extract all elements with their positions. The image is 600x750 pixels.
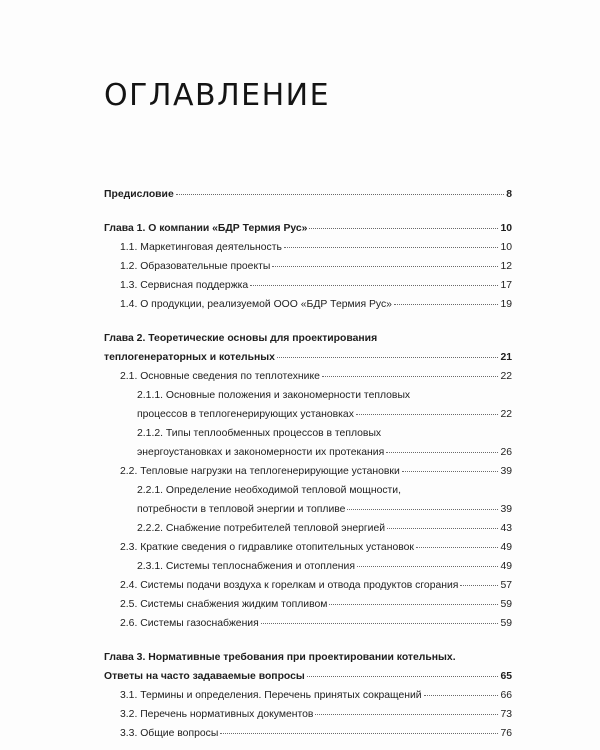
dot-leader (250, 284, 498, 286)
toc-entry-page: 57 (500, 580, 512, 591)
dot-leader (416, 546, 498, 548)
dot-leader (322, 375, 499, 377)
toc-entry-page: 49 (500, 542, 512, 553)
dot-leader (402, 470, 499, 472)
toc-entry-2-3-1[interactable] (104, 557, 512, 576)
toc-entry-title: 3.1. Термины и определения. Перечень принятых сокращений (120, 690, 422, 701)
toc-entry-2-1-2[interactable] (104, 424, 512, 462)
toc-entry-page: 39 (500, 504, 512, 515)
toc-entry-2-1[interactable] (104, 367, 512, 386)
toc-entry-2-3[interactable] (104, 538, 512, 557)
toc-entry-1-1[interactable] (104, 238, 512, 257)
toc-entry-3-2[interactable] (104, 705, 512, 724)
toc-entry-page: 17 (500, 280, 512, 291)
spacer (104, 204, 512, 219)
toc-entry-2-1-1[interactable] (104, 386, 512, 424)
dot-leader (277, 356, 499, 358)
toc-entry-page: 59 (500, 618, 512, 629)
toc-entry-chapter-2[interactable] (104, 329, 512, 367)
table-of-contents (104, 185, 512, 743)
dot-leader (460, 584, 498, 586)
dot-leader (261, 622, 499, 624)
toc-entry-page: 65 (500, 671, 512, 682)
toc-entry-title-line1: Глава 2. Теоретические основы для проектирования (104, 333, 378, 344)
dot-leader (176, 193, 504, 195)
toc-entry-chapter-1[interactable] (104, 219, 512, 238)
toc-entry-title-line1: Глава 3. Нормативные требования при проектировании котельных. (104, 652, 456, 663)
dot-leader (386, 451, 498, 453)
toc-entry-title: 2.1. Основные сведения по теплотехнике (120, 371, 320, 382)
toc-entry-title: 2.6. Системы газоснабжения (120, 618, 259, 629)
dot-leader (424, 694, 499, 696)
toc-entry-title-line1: 2.2.1. Определение необходимой тепловой мощности, (137, 485, 401, 496)
toc-entry-1-3[interactable] (104, 276, 512, 295)
toc-entry-title: 2.2.2. Снабжение потребителей тепловой энергией (137, 523, 386, 534)
toc-entry-page: 76 (500, 728, 512, 739)
toc-entry-title: потребности в тепловой энергии и топливе (137, 504, 346, 515)
toc-entry-2-4[interactable] (104, 576, 512, 595)
page-heading: ОГЛАВЛЕНИЕ (104, 78, 331, 113)
toc-entry-page: 21 (500, 352, 512, 363)
toc-entry-page: 10 (500, 242, 512, 253)
toc-entry-title: 2.5. Системы снабжения жидким топливом (120, 599, 328, 610)
toc-entry-title-line1: 2.1.2. Типы теплообменных процессов в тепловых (137, 428, 382, 439)
toc-entry-2-6[interactable] (104, 614, 512, 633)
toc-entry-page: 19 (500, 299, 512, 310)
dot-leader (284, 246, 499, 248)
toc-entry-page: 49 (500, 561, 512, 572)
toc-entry-2-2-2[interactable] (104, 519, 512, 538)
dot-leader (356, 413, 499, 415)
toc-entry-page: 59 (500, 599, 512, 610)
toc-entry-title: энергоустановках и закономерности их протекания (137, 447, 385, 458)
toc-entry-title: 2.2. Тепловые нагрузки на теплогенерирующие установки (120, 466, 400, 477)
toc-entry-preface[interactable] (104, 185, 512, 204)
dot-leader (387, 527, 498, 529)
toc-entry-page: 10 (500, 223, 512, 234)
toc-entry-title: процессов в теплогенерирующих установках (137, 409, 354, 420)
toc-entry-page: 39 (500, 466, 512, 477)
toc-entry-page: 22 (500, 371, 512, 382)
toc-entry-title: 1.3. Сервисная поддержка (120, 280, 249, 291)
toc-entry-title: 2.3. Краткие сведения о гидравлике отопительных установок (120, 542, 414, 553)
toc-entry-2-5[interactable] (104, 595, 512, 614)
toc-entry-title: 1.2. Образовательные проекты (120, 261, 271, 272)
toc-entry-title: 1.4. О продукции, реализуемой ООО «БДР Термия Рус» (120, 299, 392, 310)
toc-entry-2-2-1[interactable] (104, 481, 512, 519)
toc-entry-page: 8 (506, 189, 512, 200)
dot-leader (394, 303, 498, 305)
toc-entry-title: Ответы на часто задаваемые вопросы (104, 671, 305, 682)
dot-leader (272, 265, 498, 267)
toc-entry-title: теплогенераторных и котельных (104, 352, 275, 363)
toc-entry-title: 3.2. Перечень нормативных документов (120, 709, 314, 720)
toc-entry-title: 3.3. Общие вопросы (120, 728, 219, 739)
toc-entry-title: Предисловие (104, 189, 174, 200)
toc-entry-page: 66 (500, 690, 512, 701)
dot-leader (220, 732, 498, 734)
toc-entry-title: 2.3.1. Системы теплоснабжения и отопления (137, 561, 355, 572)
toc-entry-page: 43 (500, 523, 512, 534)
toc-entry-3-3[interactable] (104, 724, 512, 743)
toc-entry-3-1[interactable] (104, 686, 512, 705)
dot-leader (315, 713, 498, 715)
dot-leader (357, 565, 498, 567)
dot-leader (309, 227, 498, 229)
dot-leader (347, 508, 498, 510)
toc-entry-page: 22 (500, 409, 512, 420)
dot-leader (307, 675, 499, 677)
toc-entry-page: 12 (500, 261, 512, 272)
toc-entry-page: 73 (500, 709, 512, 720)
toc-entry-title: Глава 1. О компании «БДР Термия Рус» (104, 223, 308, 234)
toc-entry-title-line1: 2.1.1. Основные положения и закономерности тепловых (137, 390, 411, 401)
toc-entry-1-4[interactable] (104, 295, 512, 314)
spacer (104, 633, 512, 648)
toc-entry-1-2[interactable] (104, 257, 512, 276)
dot-leader (329, 603, 498, 605)
toc-entry-page: 26 (500, 447, 512, 458)
toc-entry-title: 2.4. Системы подачи воздуха к горелкам и отвода продуктов сгорания (120, 580, 459, 591)
toc-entry-2-2[interactable] (104, 462, 512, 481)
spacer (104, 314, 512, 329)
toc-entry-title: 1.1. Маркетинговая деятельность (120, 242, 282, 253)
toc-entry-chapter-3[interactable] (104, 648, 512, 686)
